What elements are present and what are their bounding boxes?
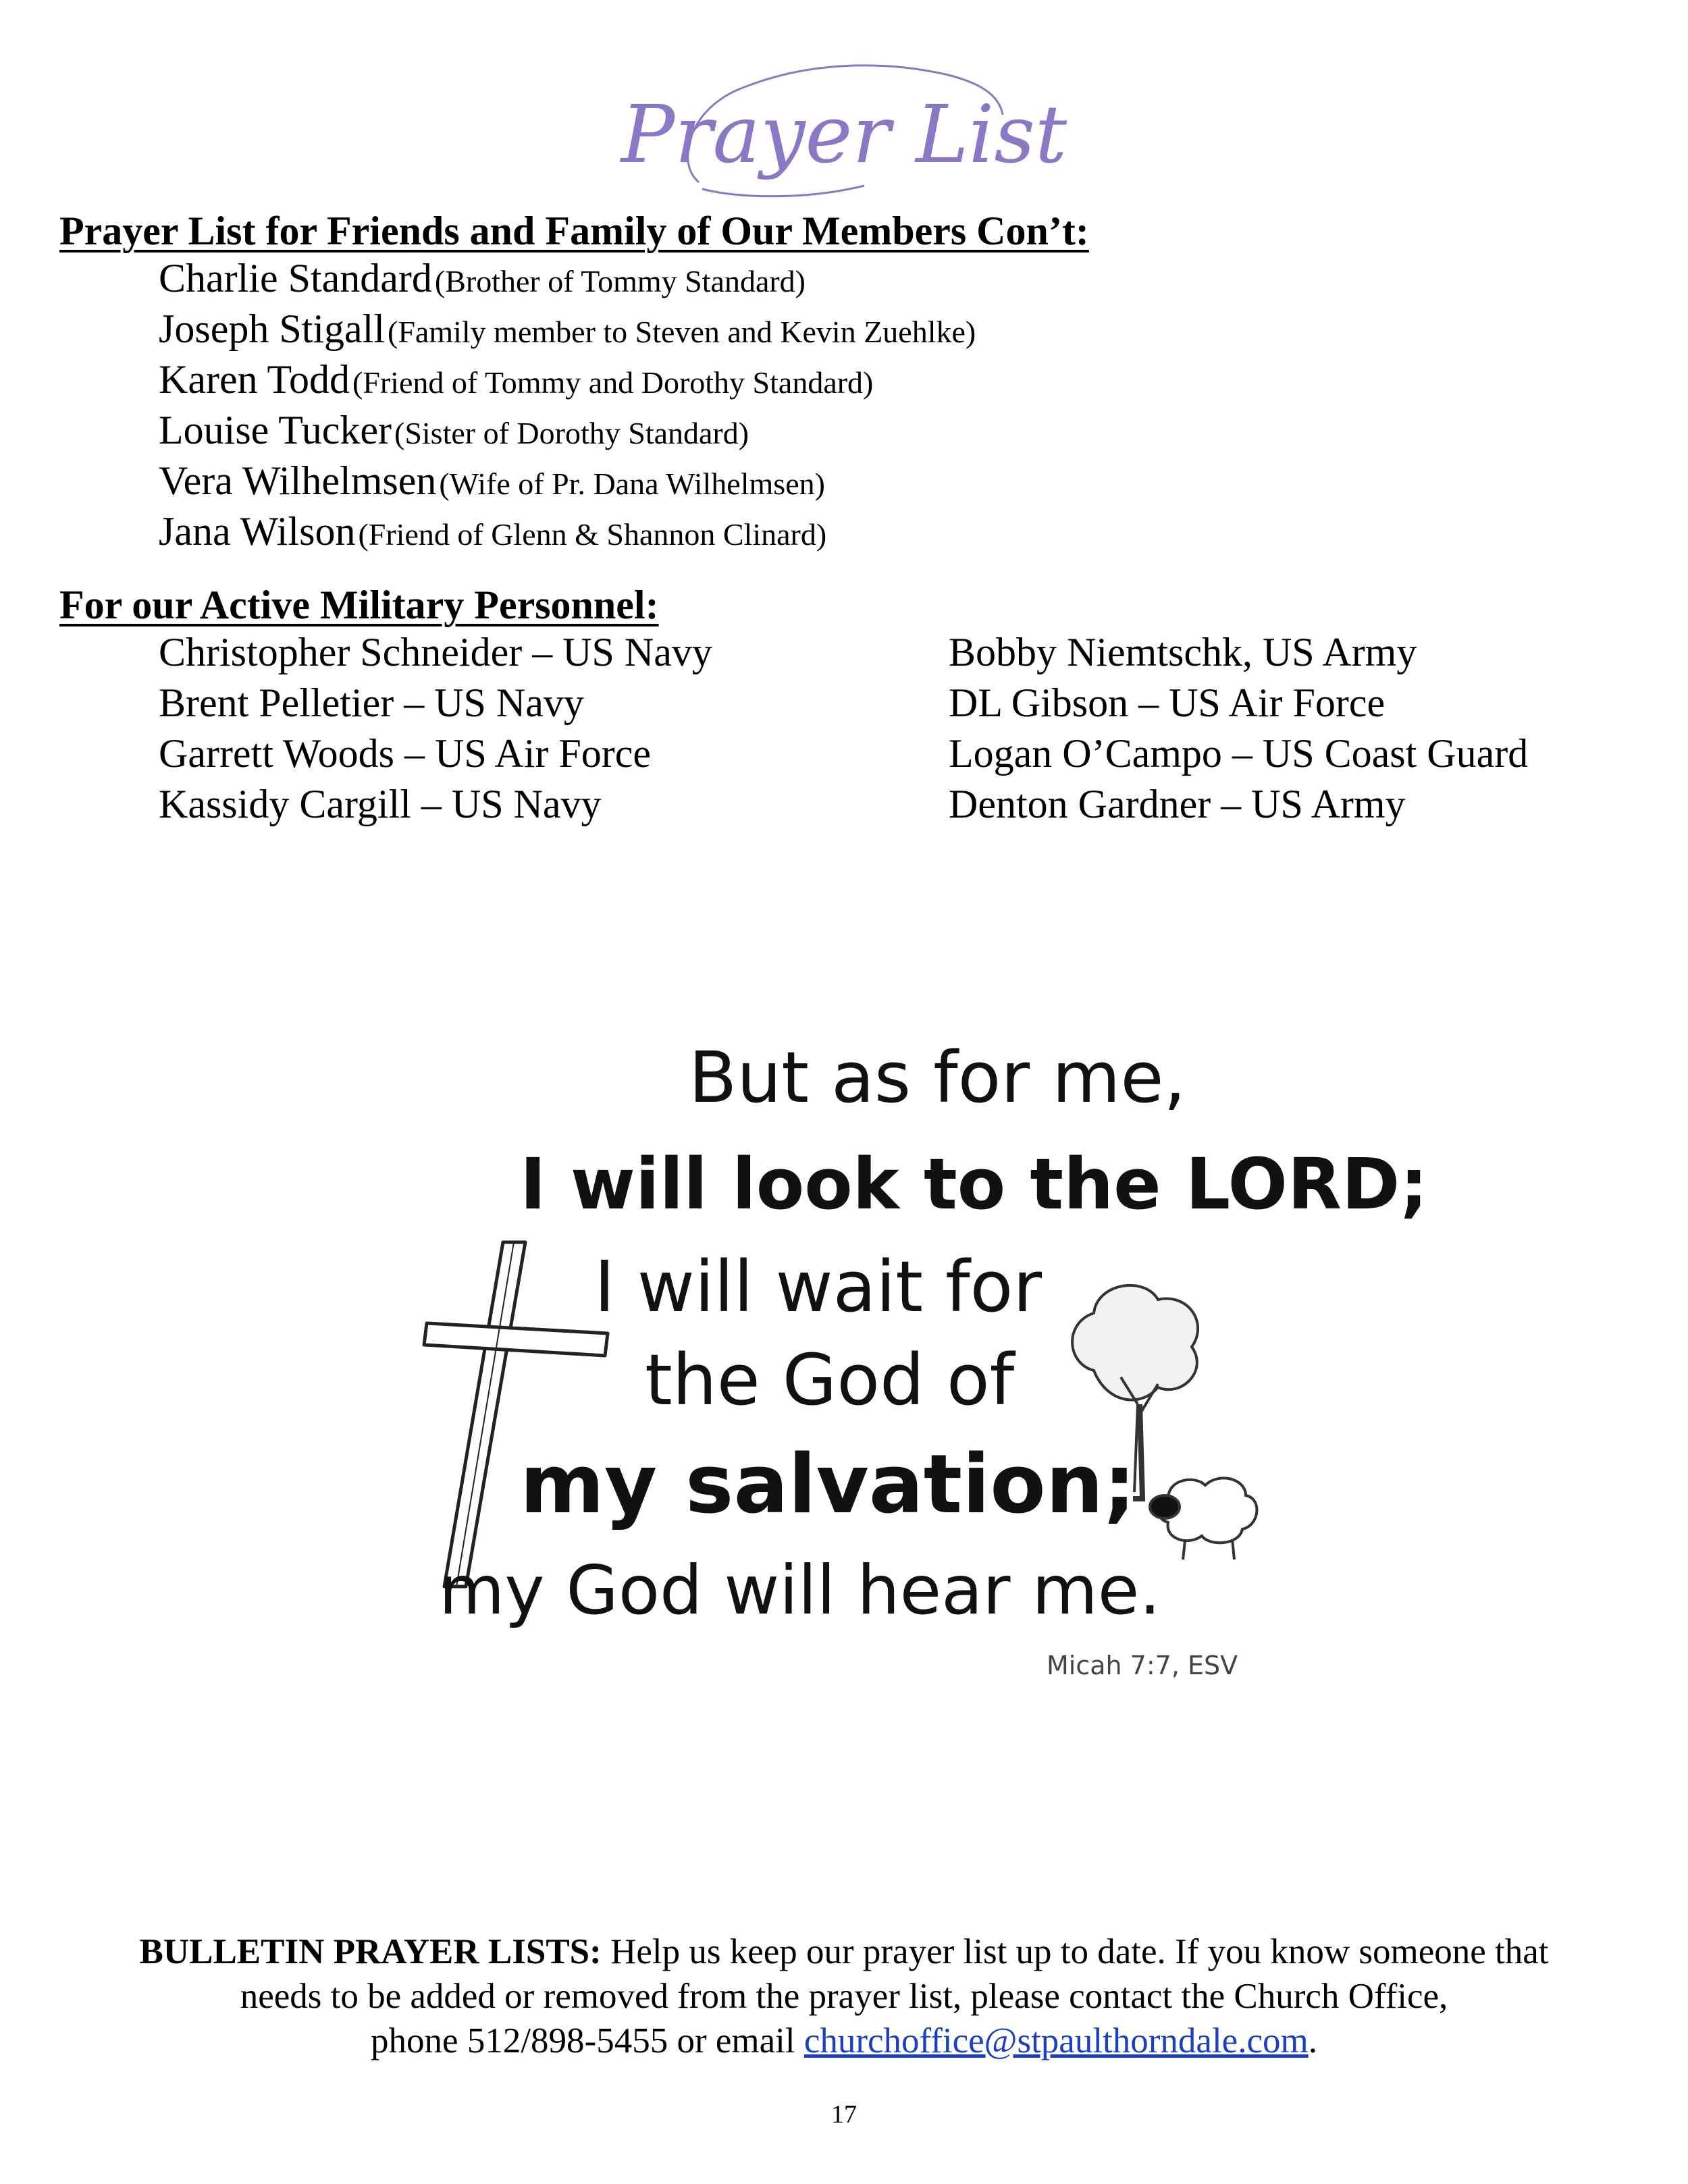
bulletin-label: BULLETIN PRAYER LISTS: — [139, 1932, 602, 1971]
logo-text: Prayer List — [621, 88, 1067, 181]
list-item — [159, 410, 1577, 460]
verse-line: I will look to the LORD; — [520, 1143, 1428, 1225]
prayer-name: Joseph Stigall — [159, 307, 386, 351]
bulletin-text: Help us keep our prayer list up to date. If you know someone that — [601, 1932, 1549, 1971]
verse-artwork — [419, 1026, 1428, 1688]
prayer-list-logo — [621, 54, 1067, 209]
list-item: Kassidy Cargill – US Navy — [159, 782, 602, 826]
verse-line: my salvation; — [520, 1438, 1136, 1532]
bulletin-text: phone 512/898-5455 or email — [371, 2021, 804, 2060]
prayer-relation: (Family member to Steven and Kevin Zuehlke) — [388, 315, 976, 349]
sheep-icon — [1150, 1478, 1257, 1560]
list-item — [159, 359, 1577, 410]
bulletin-text: needs to be added or removed from the prayer list, please contact the Church Office, — [240, 1977, 1448, 2016]
bulletin-text: . — [1308, 2021, 1317, 2060]
page-number: 17 — [831, 2100, 857, 2129]
cross-icon — [424, 1242, 608, 1587]
verse-line: the God of — [645, 1339, 1015, 1421]
list-item — [159, 309, 1577, 359]
bulletin-note — [41, 1929, 1647, 2063]
prayer-relation: (Friend of Tommy and Dorothy Standard) — [352, 365, 874, 400]
prayer-name: Karen Todd — [159, 357, 350, 402]
prayer-relation: (Brother of Tommy Standard) — [434, 264, 806, 298]
prayer-relation: (Friend of Glenn & Shannon Clinard) — [358, 517, 827, 552]
prayer-relation: (Wife of Pr. Dana Wilhelmsen) — [439, 467, 825, 501]
list-item — [159, 258, 1577, 309]
friends-family-list — [159, 258, 1577, 562]
prayer-relation: (Sister of Dorothy Standard) — [394, 416, 749, 450]
friends-family-heading: Prayer List for Friends and Family of Our Members Con’t: — [59, 209, 1089, 253]
list-item: Denton Gardner – US Army — [949, 782, 1406, 826]
verse-line: I will wait for — [594, 1246, 1043, 1328]
prayer-name: Vera Wilhelmsen — [159, 458, 437, 503]
list-item: Logan O’Campo – US Coast Guard — [949, 731, 1529, 776]
verse-citation: Micah 7:7, ESV — [1047, 1651, 1238, 1680]
list-item — [159, 460, 1577, 511]
church-email-link[interactable]: churchoffice@stpaulthorndale.com — [803, 2021, 1309, 2060]
list-item: Bobby Niemtschk, US Army — [949, 630, 1417, 674]
verse-line: my God will hear me. — [439, 1551, 1161, 1630]
list-item: DL Gibson – US Air Force — [949, 681, 1386, 725]
list-item — [159, 511, 1577, 562]
military-list-left — [159, 632, 712, 834]
list-item: Christopher Schneider – US Navy — [159, 630, 712, 674]
prayer-name: Charlie Standard — [159, 256, 432, 300]
verse-line: But as for me, — [689, 1036, 1186, 1119]
military-list-right — [949, 632, 1528, 834]
prayer-name: Jana Wilson — [159, 509, 356, 554]
military-heading: For our Active Military Personnel: — [59, 583, 659, 627]
list-item: Garrett Woods – US Air Force — [159, 731, 651, 776]
list-item: Brent Pelletier – US Navy — [159, 681, 584, 725]
prayer-name: Louise Tucker — [159, 408, 392, 452]
